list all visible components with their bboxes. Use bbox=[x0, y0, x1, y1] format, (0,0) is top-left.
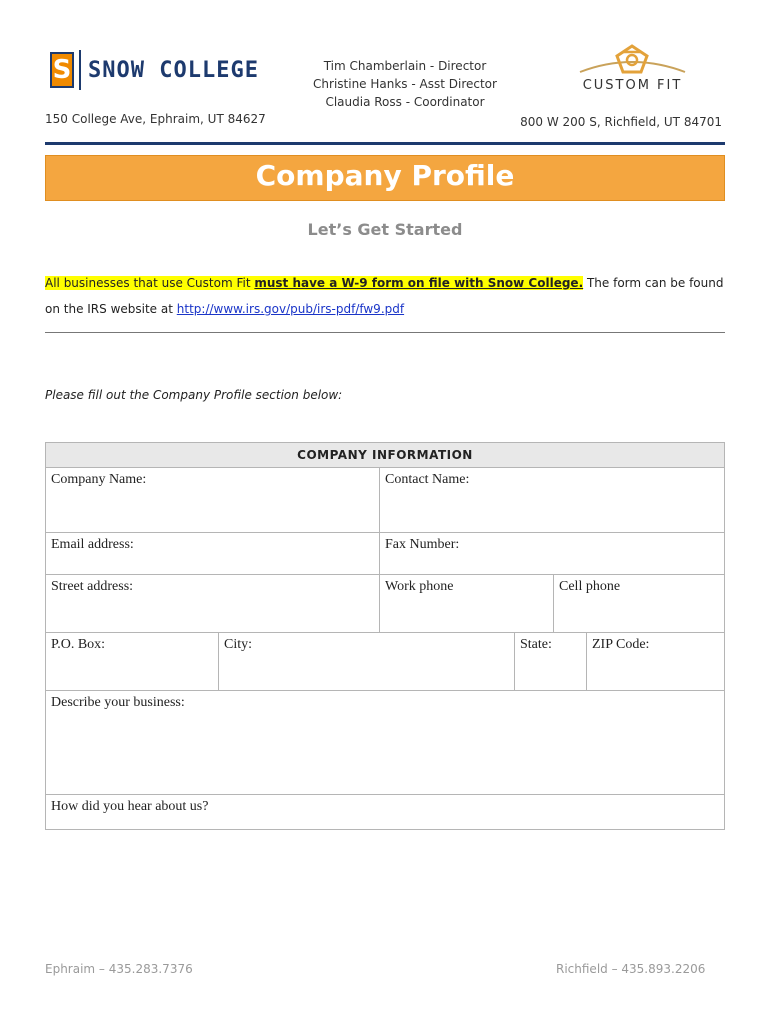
fax-label: Fax Number: bbox=[385, 537, 460, 552]
state-field[interactable] bbox=[515, 633, 587, 690]
staff-list bbox=[300, 57, 510, 111]
email-label: Email address: bbox=[51, 537, 134, 552]
state-label: State: bbox=[520, 637, 552, 652]
describe-business-label: Describe your business: bbox=[51, 695, 185, 710]
work-phone-label: Work phone bbox=[385, 579, 454, 594]
notice-text-end: The form can be found on the IRS website at bbox=[45, 276, 724, 316]
form-heading: COMPANY INFORMATION bbox=[46, 443, 724, 468]
email-field[interactable] bbox=[46, 533, 380, 574]
snow-college-logo bbox=[50, 50, 259, 90]
notice-text-start: All businesses that use Custom Fit bbox=[45, 276, 255, 290]
row-email-fax bbox=[46, 533, 724, 575]
po-box-label: P.O. Box: bbox=[51, 637, 106, 652]
logo-divider bbox=[79, 50, 81, 90]
address-richfield: 800 W 200 S, Richfield, UT 84701 bbox=[520, 115, 722, 129]
page-subtitle: Let’s Get Started bbox=[307, 220, 463, 239]
zip-code-label: ZIP Code: bbox=[592, 637, 650, 652]
contact-name-label: Contact Name: bbox=[385, 472, 470, 487]
hear-about-us-label: How did you hear about us? bbox=[51, 799, 209, 814]
cell-phone-field[interactable] bbox=[554, 575, 724, 632]
row-po-city-state-zip bbox=[46, 633, 724, 691]
contact-name-field[interactable] bbox=[380, 468, 724, 532]
po-box-field[interactable] bbox=[46, 633, 219, 690]
page-title: Company Profile bbox=[255, 159, 515, 192]
staff-coordinator: Claudia Ross - Coordinator bbox=[325, 95, 485, 109]
row-describe bbox=[46, 691, 724, 795]
custom-fit-wordmark: CUSTOM FIT bbox=[582, 78, 683, 93]
staff-asst-director: Christine Hanks - Asst Director bbox=[313, 77, 497, 91]
footer-ephraim-phone: Ephraim – 435.283.7376 bbox=[45, 962, 193, 976]
street-address-field[interactable] bbox=[46, 575, 380, 632]
city-field[interactable] bbox=[219, 633, 515, 690]
hear-about-us-field[interactable] bbox=[46, 795, 724, 829]
describe-business-field[interactable] bbox=[46, 691, 724, 794]
company-name-field[interactable] bbox=[46, 468, 380, 532]
staff-director: Tim Chamberlain - Director bbox=[323, 59, 487, 73]
header-divider bbox=[45, 142, 725, 145]
street-address-label: Street address: bbox=[51, 579, 134, 594]
fax-field[interactable] bbox=[380, 533, 724, 574]
row-hear bbox=[46, 795, 724, 829]
row-address-phones bbox=[46, 575, 724, 633]
city-label: City: bbox=[224, 637, 253, 652]
separator-line bbox=[45, 322, 725, 333]
cell-phone-label: Cell phone bbox=[559, 579, 621, 594]
irs-w9-link[interactable]: http://www.irs.gov/pub/irs-pdf/fw9.pdf bbox=[176, 302, 405, 316]
work-phone-field[interactable] bbox=[380, 575, 554, 632]
instructions: Please fill out the Company Profile section below: bbox=[45, 388, 343, 402]
custom-fit-emblem-icon bbox=[575, 42, 690, 76]
company-name-label: Company Name: bbox=[51, 472, 147, 487]
zip-code-field[interactable] bbox=[587, 633, 724, 690]
w9-notice bbox=[45, 270, 735, 322]
snow-college-s-icon: S bbox=[50, 52, 74, 88]
notice-emphasis: must have a W-9 form on file with Snow College. bbox=[254, 276, 584, 290]
custom-fit-logo bbox=[575, 42, 690, 93]
row-names bbox=[46, 468, 724, 533]
address-ephraim: 150 College Ave, Ephraim, UT 84627 bbox=[45, 112, 266, 126]
company-information-form bbox=[45, 442, 725, 830]
page-title-banner bbox=[45, 155, 725, 201]
snow-college-wordmark: SNOW COLLEGE bbox=[88, 57, 259, 83]
footer-richfield-phone: Richfield – 435.893.2206 bbox=[556, 962, 706, 976]
